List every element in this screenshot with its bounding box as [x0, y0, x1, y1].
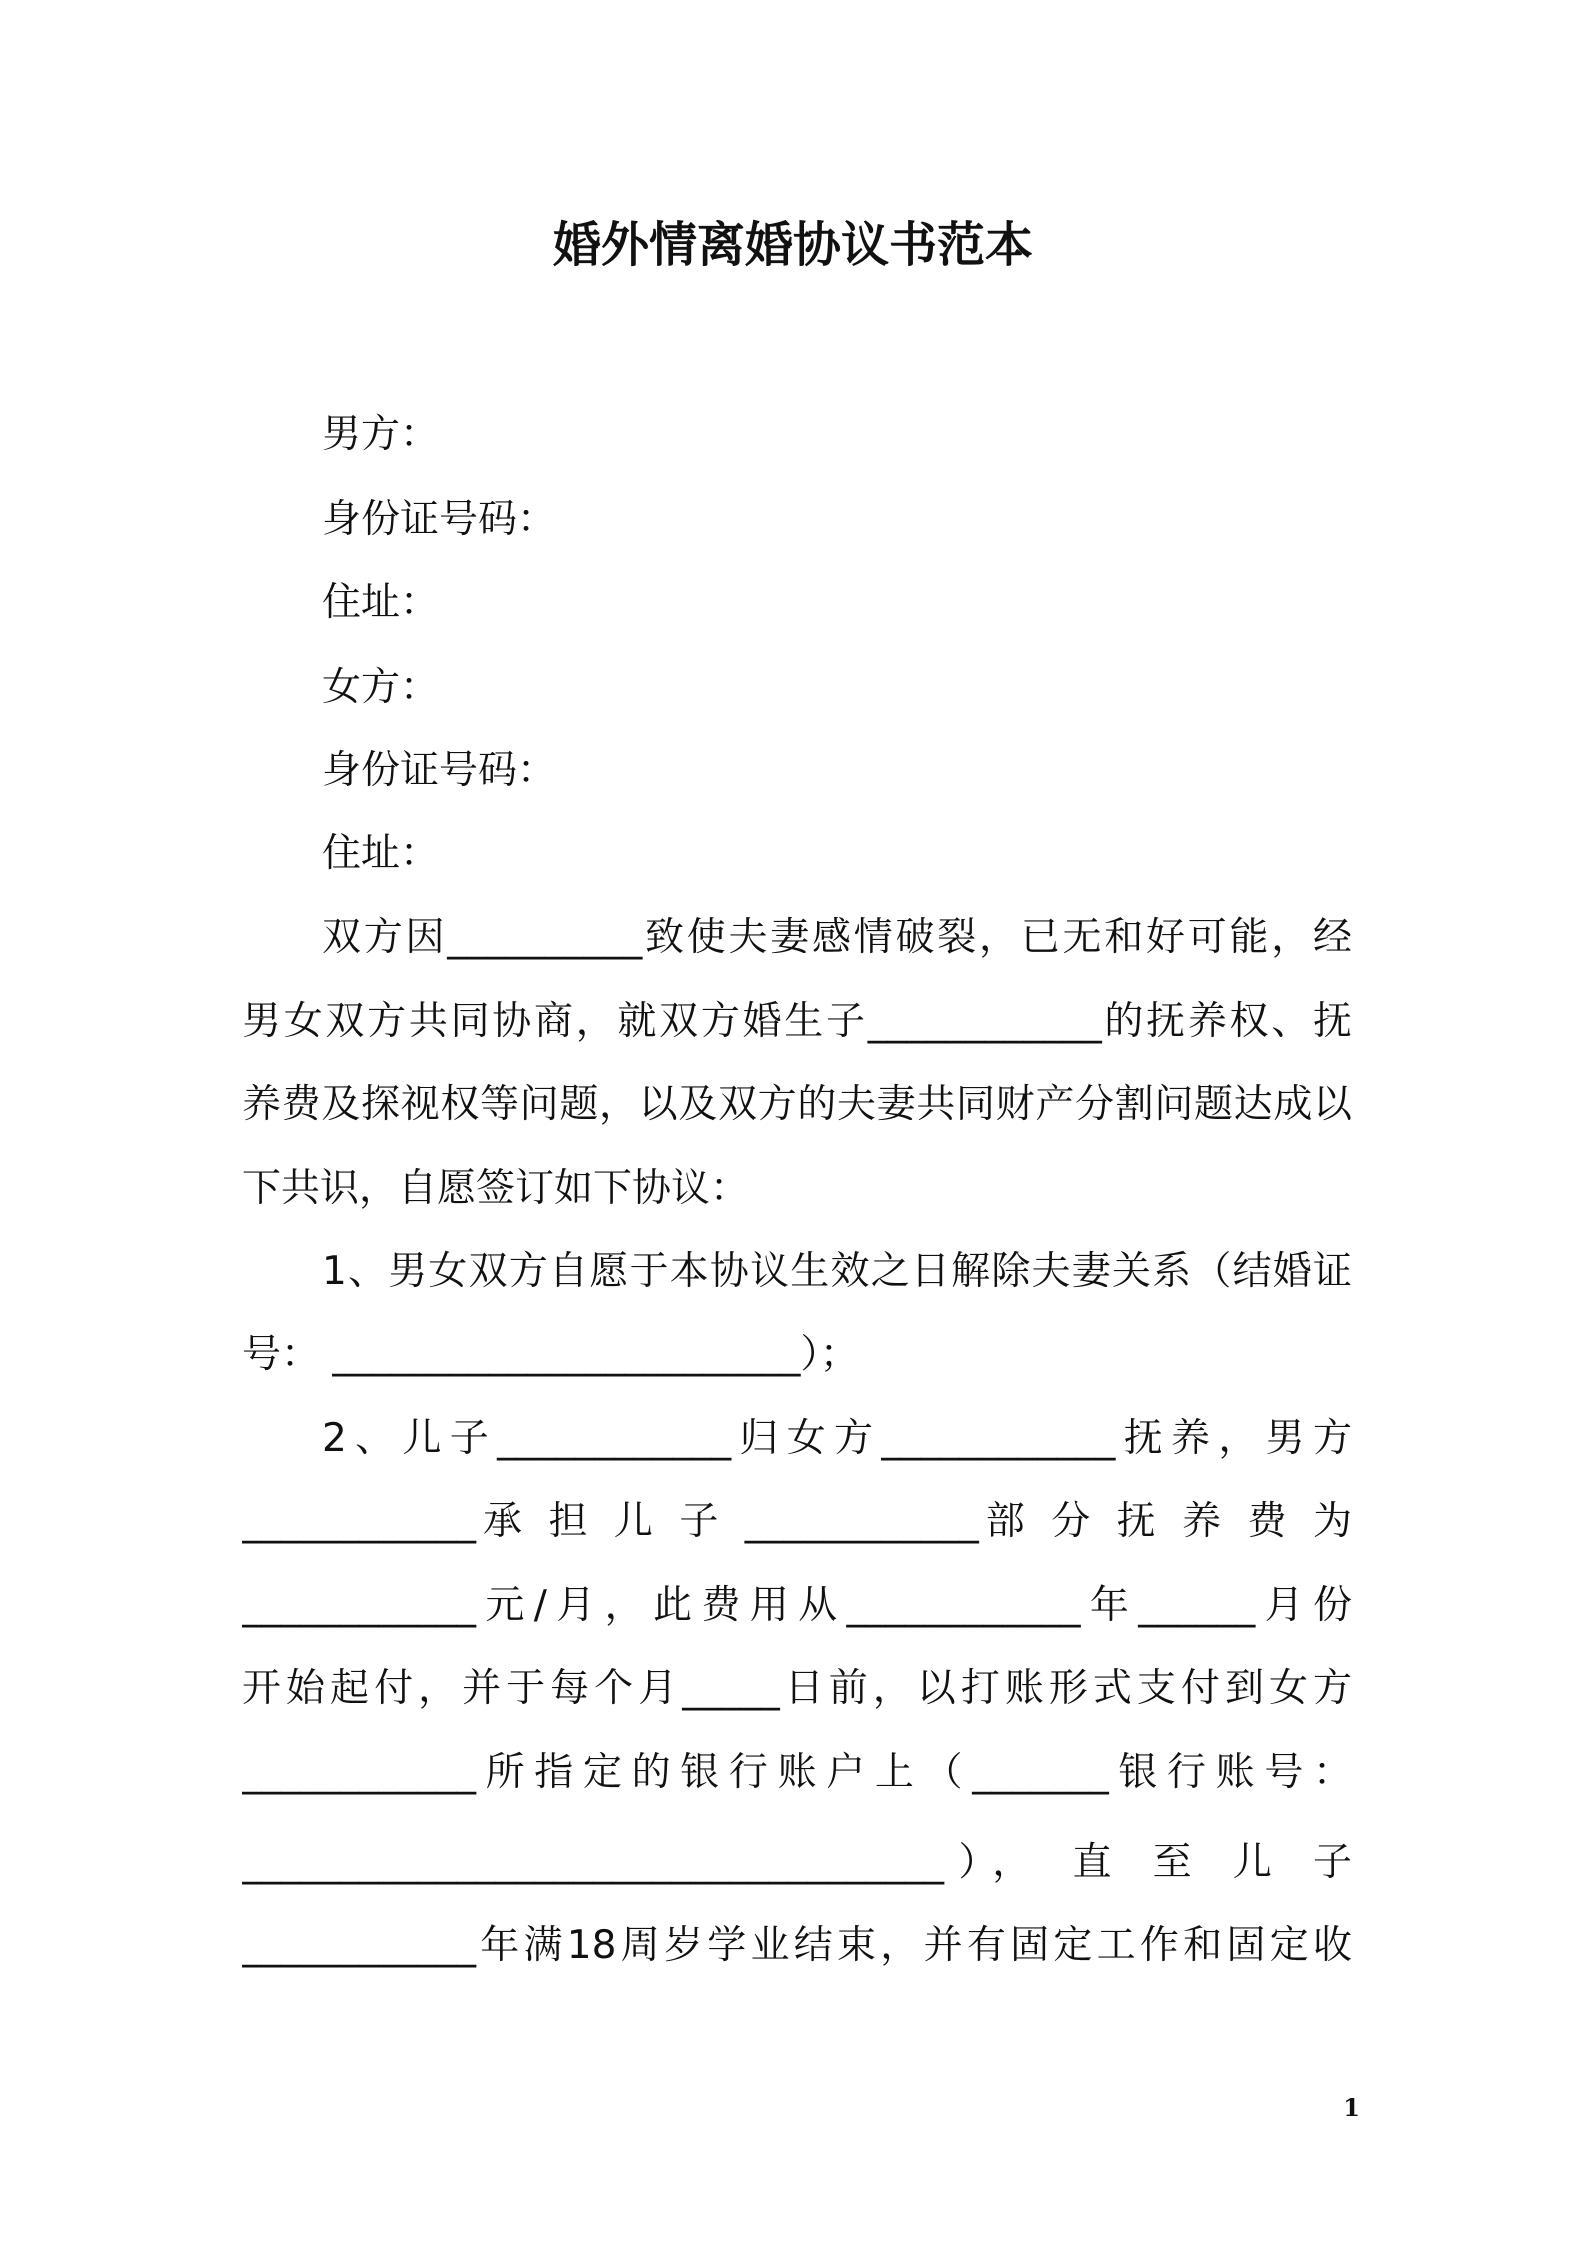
paragraph-line: 下共识，自愿签订如下协议： — [242, 1166, 750, 1211]
paragraph-line: 养费及探视权等问题，以及双方的夫妻共同财产分割问题达成以 — [242, 1082, 1352, 1127]
clause-2-line: ____________元/月，此费用从____________年______月份 — [242, 1583, 1352, 1628]
clause-1-line: 1、男女双方自愿于本协议生效之日解除夫妻关系（结婚证 — [322, 1249, 1352, 1294]
female-id-number-field: 身份证号码： — [322, 748, 557, 793]
female-party-field: 女方： — [322, 665, 440, 710]
clause-2-line: 开始起付，并于每个月_____日前，以打账形式支付到女方 — [242, 1666, 1352, 1711]
clause-2-line: ____________所指定的银行账户上（_______银行账号： — [242, 1750, 1352, 1795]
clause-2-line: 2、儿子____________归女方____________抚养，男方 — [322, 1416, 1352, 1461]
female-address-field: 住址： — [322, 831, 440, 876]
page-title: 婚外情离婚协议书范本 — [552, 217, 1033, 273]
male-address-field: 住址： — [322, 580, 440, 625]
clause-2-line: ____________年满18周岁学业结束，并有固定工作和固定收 — [242, 1923, 1352, 1968]
clause-2-line: ____________承 担 儿 子 ____________部 分 抚 养 费 为 — [242, 1499, 1352, 1544]
male-id-number-field: 身份证号码： — [322, 497, 557, 542]
paragraph-line: 双方因__________致使夫妻感情破裂，已无和好可能，经 — [322, 915, 1352, 960]
clause-1-line: 号： ________________________）； — [242, 1332, 859, 1377]
paragraph-line: 男女双方共同协商，就双方婚生子____________的抚养权、抚 — [242, 999, 1352, 1044]
page-number: 1 — [1343, 2093, 1360, 2122]
clause-2-line: ____________________________________）， 直 至 儿 子 — [242, 1840, 1352, 1885]
male-party-field: 男方： — [322, 412, 440, 457]
